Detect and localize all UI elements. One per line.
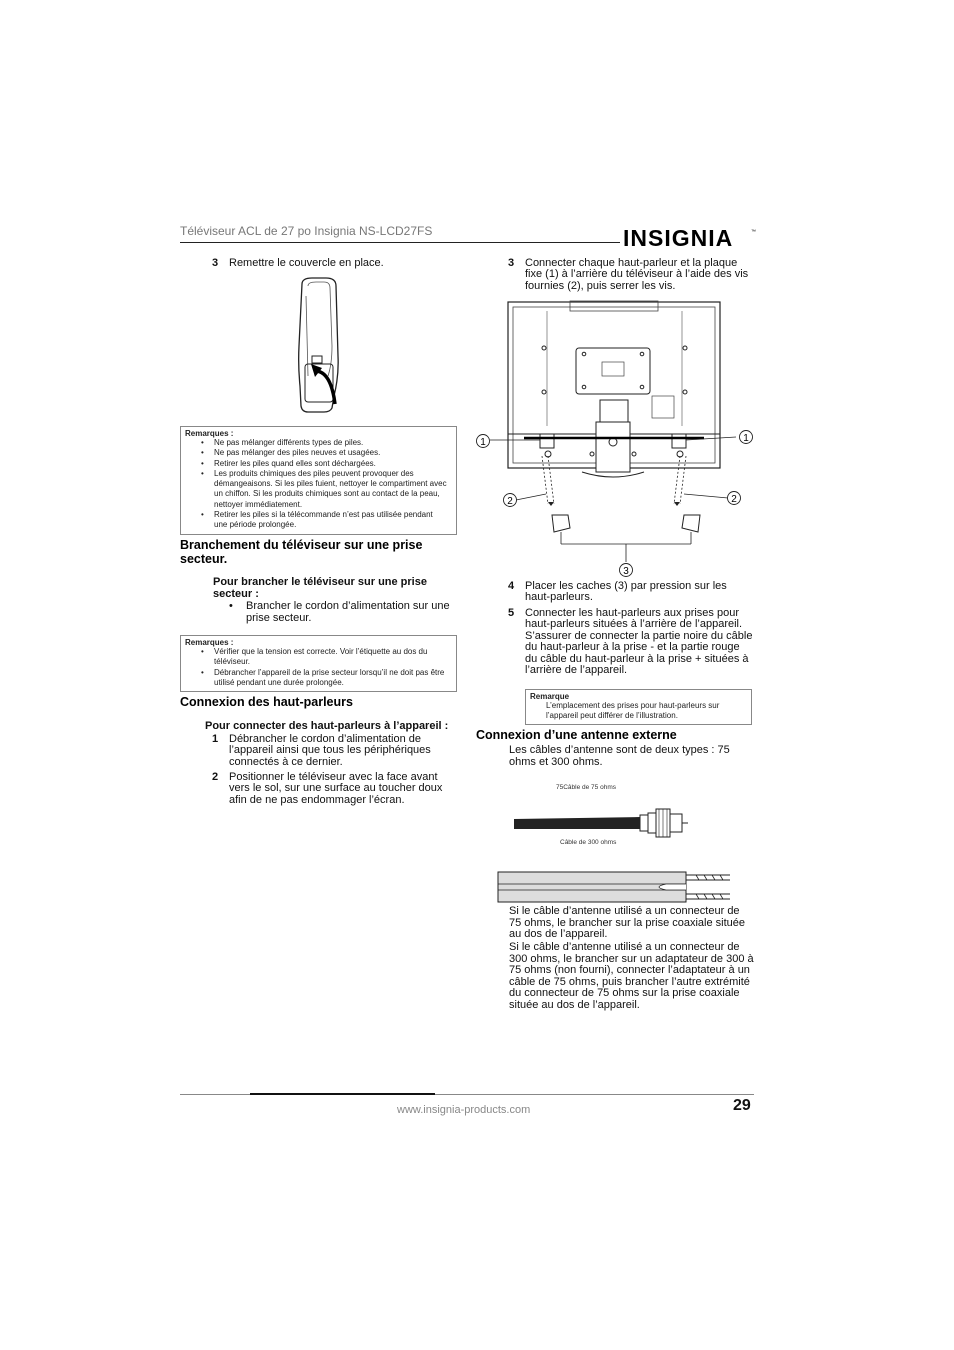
note-item: • Débrancher l’appareil de la prise secteur lorsqu’il ne doit pas être utilisé pendant une durée prolongée. — [201, 668, 448, 689]
label-300-ohm: Câble de 300 ohms — [560, 839, 617, 846]
subhead-speakers: Pour connecter des haut-parleurs à l’appareil : — [205, 720, 449, 732]
antenna-paragraph-1: Si le câble d’antenne utilisé a un connecteur de 75 ohms, le brancher sur la prise coaxiale située au dos de l’appareil. — [509, 905, 746, 940]
svg-text:™: ™ — [751, 229, 756, 235]
remote-control-illustration — [288, 276, 360, 416]
cable-75-ohm-illustration — [512, 805, 692, 841]
speaker-step-1: 1 Débrancher le cordon d’alimentation de l’appareil ainsi que tous les périphériques connectés à ce dernier. — [212, 733, 431, 768]
logo-text: INSIGNIA — [623, 225, 734, 251]
footer-rule-accent — [250, 1093, 435, 1095]
tv-back-speaker-illustration — [472, 296, 757, 578]
note-item: • Retirer les piles quand elles sont déchargées. — [201, 459, 448, 469]
subhead-power: Pour brancher le téléviseur sur une prise secteur : — [213, 576, 427, 600]
speaker-step-2: 2 Positionner le téléviseur avec la face avant vers le sol, sur une surface au toucher doux afin de ne pas endommager l’écran. — [212, 771, 443, 806]
header-rule — [180, 242, 620, 243]
insignia-logo — [622, 216, 757, 256]
note-item: • Retirer les piles si la télécommande n’est pas utilisée pendant une période prolongée. — [201, 510, 448, 531]
callout-1-right: 1 — [743, 433, 749, 444]
label-75-ohm: 75Câble de 75 ohms — [556, 784, 616, 791]
remark-box-speakers: Remarque L’emplacement des prises pour haut-parleurs sur l’appareil peut différer de l’illustration. — [525, 689, 752, 725]
antenna-intro: Les câbles d’antenne sont de deux types : 75 ohms et 300 ohms. — [509, 744, 730, 768]
right-step-4: 4 Placer les caches (3) par pression sur les haut-parleurs. — [508, 580, 727, 604]
cable-300-ohm-illustration — [496, 868, 736, 904]
page-number: 29 — [733, 1097, 751, 1114]
callout-2-left: 2 — [507, 496, 513, 507]
section-heading-speakers: Connexion des haut-parleurs — [180, 695, 353, 709]
callout-1-left: 1 — [480, 437, 486, 448]
callout-2-right: 2 — [731, 494, 737, 505]
note-item: • Ne pas mélanger différents types de piles. — [201, 438, 448, 448]
section-heading-antenna: Connexion d’une antenne externe — [476, 728, 677, 742]
header-title: Téléviseur ACL de 27 po Insignia NS-LCD27FS — [180, 224, 433, 238]
notes-box-power: Remarques : • Vérifier que la tension est correcte. Voir l’étiquette au dos du téléviseur. • Débrancher l’appareil de la prise secteur lorsqu’il ne doit pas être utilisé pendant une durée prolongée. — [180, 635, 457, 692]
right-step-5: 5 Connecter les haut-parleurs aux prises pour haut-parleurs situées à l’arrière de l’appareil. S’assurer de connecter la partie noire du câble du haut-parleur à la prise - et la partie rouge du câble du haut-parleur à la prise + situées à l’arrière de l’appareil. — [508, 607, 753, 677]
notes-box-batteries: Remarques : • Ne pas mélanger différents types de piles. • Ne pas mélanger des piles neuves et usagées. • Retirer les piles quand elles sont déchargées. • Les produits chimiques des piles peuvent provoquer des démangeaisons. Si les piles fuient, nettoyer le compartiment avec un chiffon. Si les produits chimiques sont au contact de la peau, nettoyer immédiatement. • Retirer les piles si la télécommande n’est pas utilisée pendant une période prolongée. — [180, 426, 457, 535]
antenna-paragraph-2: Si le câble d’antenne utilisé a un connecteur de 300 ohms, le brancher sur un adaptateur de 300 à 75 ohms (non fourni), connecter l’adaptateur à un câble de 75 ohms, puis brancher l’autre extrémité du connecteur de 75 ohms sur la prise coaxiale située au dos de l’appareil. — [509, 941, 754, 1011]
section-heading-power: Branchement du téléviseur sur une prise secteur. — [180, 538, 423, 566]
note-item: • Ne pas mélanger des piles neuves et usagées. — [201, 448, 448, 458]
note-item: • Les produits chimiques des piles peuvent provoquer des démangeaisons. Si les piles fuient, nettoyer le compartiment avec un chiffon. Si les produits chimiques sont au contact de la peau, nettoyer immédiatement. — [201, 469, 448, 510]
callout-3: 3 — [623, 566, 629, 577]
left-step-3: 3 Remettre le couvercle en place. — [212, 257, 384, 269]
note-item: • Vérifier que la tension est correcte. Voir l’étiquette au dos du téléviseur. — [201, 647, 448, 668]
right-step-3: 3 Connecter chaque haut-parleur et la plaque fixe (1) à l’arrière du téléviseur à l’aide des vis fournies (2), puis serrer les vis. — [508, 257, 749, 292]
footer-url: www.insignia-products.com — [397, 1104, 531, 1116]
